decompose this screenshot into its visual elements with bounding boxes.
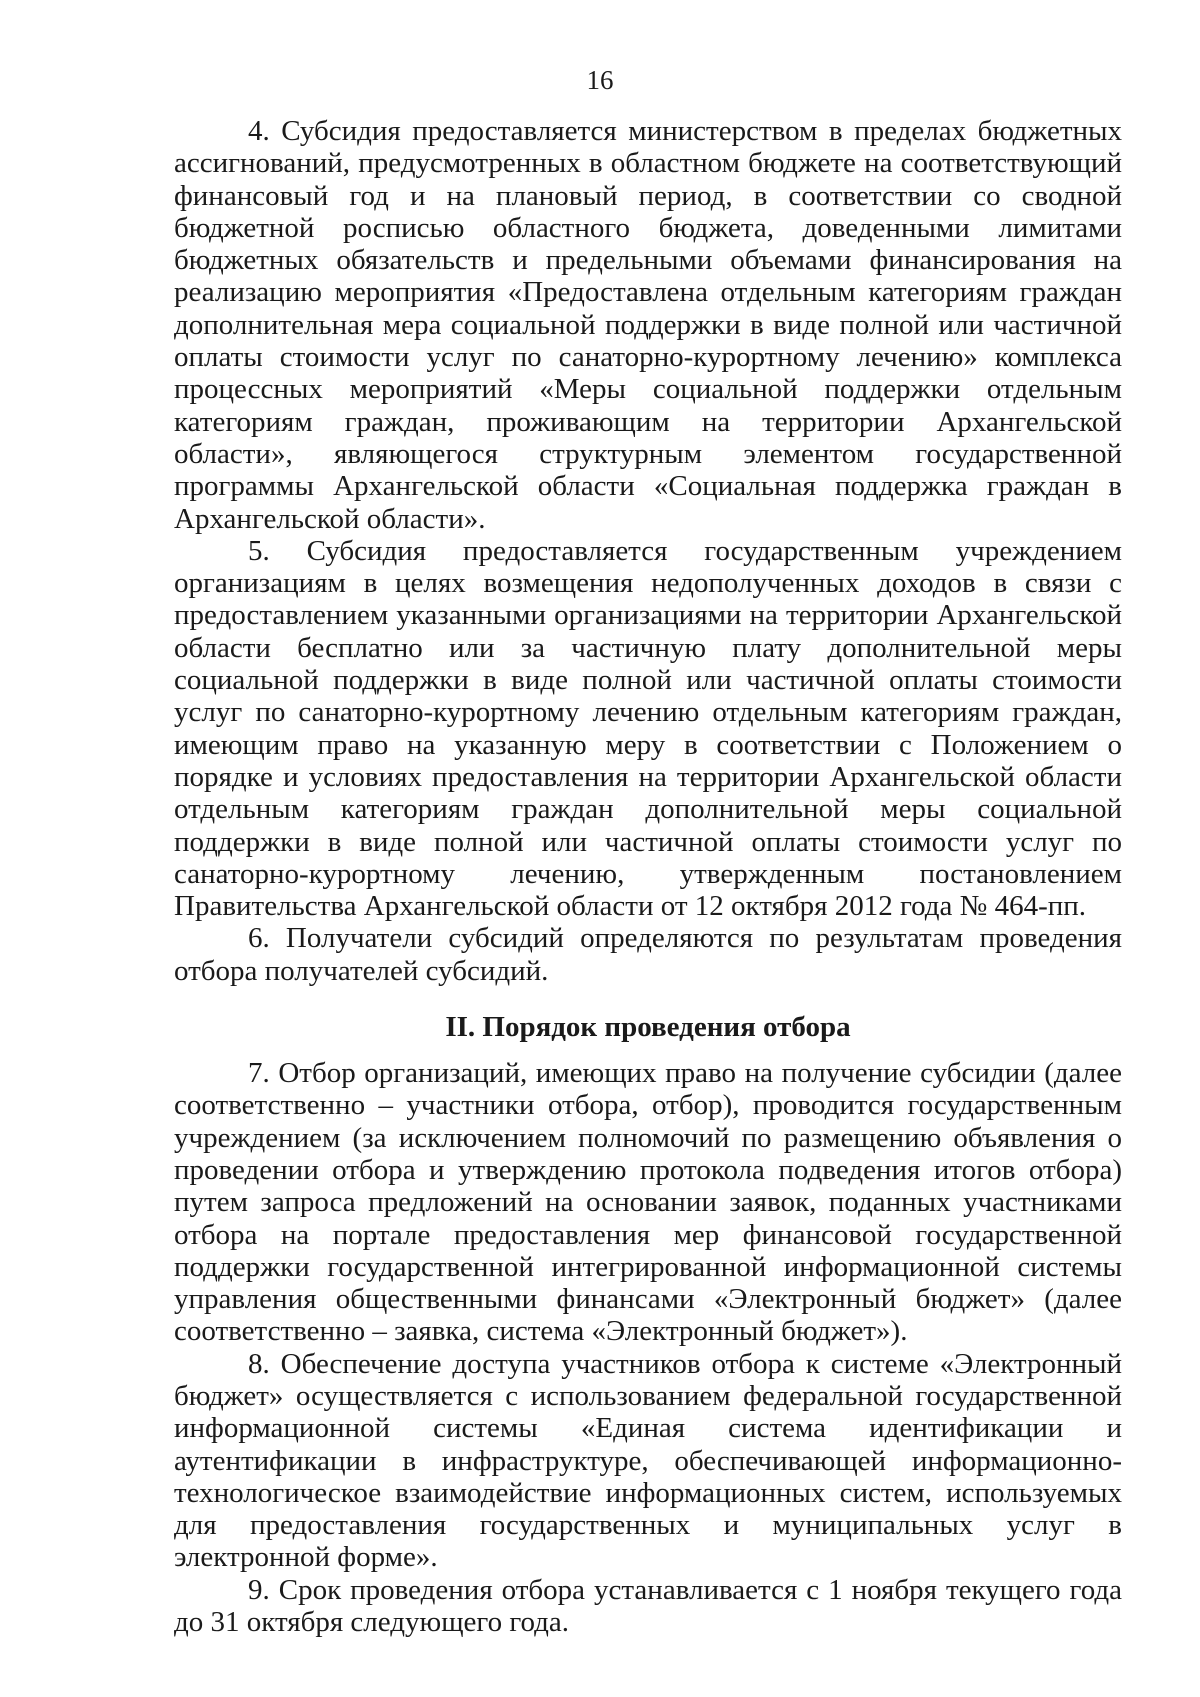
paragraph-9: 9. Срок проведения отбора устанавливается с 1 ноября текущего года до 31 октября следующего года.: [174, 1573, 1122, 1639]
paragraph-5: 5. Субсидия предоставляется государственным учреждением организациям в целях возмещения недополученных доходов в связи с предоставлением указанными организациями на территории Архангельской области бесплатно или за частичную плату дополнительной меры социальной поддержки в виде полной или частичной оплаты стоимости услуг по санаторно-курортному лечению отдельным категориям граждан, имеющим право на указанную меру в соответствии с Положением о порядке и условиях предоставления на территории Архангельской области отдельным категориям граждан дополнительной меры социальной поддержки в виде полной или частичной оплаты стоимости услуг по санаторно-курортному лечению, утвержденным постановлением Правительства Архангельской области от 12 октября 2012 года № 464-пп.: [174, 534, 1122, 923]
section-heading: II. Порядок проведения отбора: [445, 1011, 851, 1044]
paragraph-7: 7. Отбор организаций, имеющих право на получение субсидии (далее соответственно – участники отбора, отбор), проводится государственным учреждением (за исключением полномочий по размещению объявления о проведении отбора и утверждению протокола подведения итогов отбора) путем запроса предложений на основании заявок, поданных участниками отбора на портале предоставления мер финансовой государственной поддержки государственной интегрированной информационной системы управления общественными финансами «Электронный бюджет» (далее соответственно – заявка, система «Электронный бюджет»).: [174, 1057, 1122, 1348]
document-body: [174, 115, 1122, 1638]
paragraph-6: 6. Получатели субсидий определяются по результатам проведения отбора получателей субсидий.: [174, 922, 1122, 987]
paragraph-8: 8. Обеспечение доступа участников отбора к системе «Электронный бюджет» осуществляется с использованием федеральной государственной информационной системы «Единая система идентификации и аутентификации в инфраструктуре, обеспечивающей информационно-технологическое взаимодействие информационных систем, используемых для предоставления государственных и муниципальных услуг в электронной форме».: [174, 1347, 1122, 1574]
page-number: 16: [586, 65, 614, 95]
paragraph-4: 4. Субсидия предоставляется министерством в пределах бюджетных ассигнований, предусмотренных в областном бюджете на соответствующий финансовый год и на плановый период, в соответствии со сводной бюджетной росписью областного бюджета, доведенными лимитами бюджетных обязательств и предельными объемами финансирования на реализацию мероприятия «Предоставлена отдельным категориям граждан дополнительная мера социальной поддержки в виде полной или частичной оплаты стоимости услуг по санаторно-курортному лечению» комплекса процессных мероприятий «Меры социальной поддержки отдельным категориям граждан, проживающим на территории Архангельской области», являющегося структурным элементом государственной программы Архангельской области «Социальная поддержка граждан в Архангельской области».: [174, 115, 1122, 535]
